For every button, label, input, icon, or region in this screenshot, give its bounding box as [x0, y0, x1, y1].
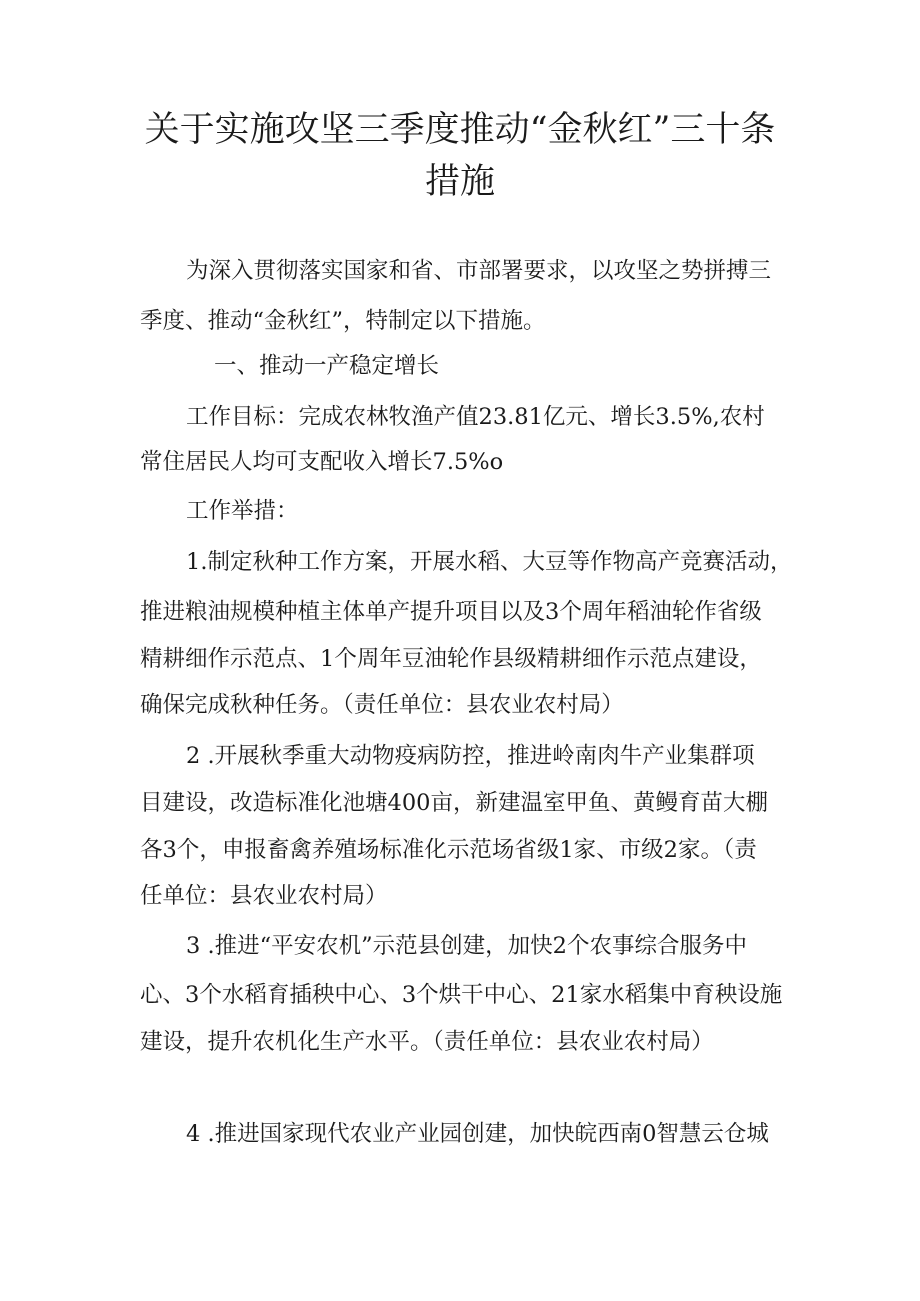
measure-2-line-2: 目建设，改造标准化池塘400亩，新建温室甲鱼、黄鳗育苗大棚 [140, 790, 768, 816]
measure-1-line-3: 精耕细作示范点、1个周年豆油轮作县级精耕细作示范点建设， [140, 646, 762, 672]
measure-3-line-1: 3 .推进“平安农机”示范县创建，加快2个农事综合服务中 [186, 933, 747, 959]
document-title-line-1: 关于实施攻坚三季度推动“金秋红”三十条 [144, 110, 776, 150]
section-heading-1: 一、推动一产稳定增长 [214, 353, 440, 379]
measure-1-line-4: 确保完成秋种任务。（责任单位：县农业农村局） [140, 692, 624, 718]
work-goal-line-2: 常住居民人均可支配收入增长7.5%o [140, 449, 504, 475]
measure-1-line-1: 1.制定秋种工作方案，开展水稻、大豆等作物高产竞赛活动， [186, 549, 793, 575]
intro-paragraph-line-1: 为深入贯彻落实国家和省、市部署要求，以攻坚之势拼搏三 [186, 258, 772, 284]
measure-2-line-1: 2 .开展秋季重大动物疫病防控，推进岭南肉牛产业集群项 [186, 743, 755, 769]
measure-3-line-2: 心、3个水稻育插秧中心、3个烘干中心、21家水稻集中育秧设施 [140, 982, 783, 1008]
measure-3-line-3: 建设，提升农机化生产水平。（责任单位：县农业农村局） [140, 1029, 714, 1055]
measure-2-line-4: 任单位：县农业农村局） [140, 883, 388, 909]
measure-2-line-3: 各3个，申报畜禽养殖场标准化示范场省级1家、市级2家。（责 [140, 837, 757, 863]
document-title-line-2: 措施 [424, 162, 495, 202]
work-measures-heading: 工作举措： [186, 498, 299, 524]
work-goal-line-1: 工作目标：完成农林牧渔产值23.81亿元、增长3.5%,农村 [186, 404, 765, 430]
intro-paragraph-line-2: 季度、推动“金秋红”，特制定以下措施。 [140, 308, 546, 334]
measure-1-line-2: 推进粮油规模种植主体单产提升项目以及3个周年稻油轮作省级 [140, 599, 762, 625]
measure-4-line-1: 4 .推进国家现代农业产业园创建，加快皖西南0智慧云仓城 [186, 1121, 769, 1147]
